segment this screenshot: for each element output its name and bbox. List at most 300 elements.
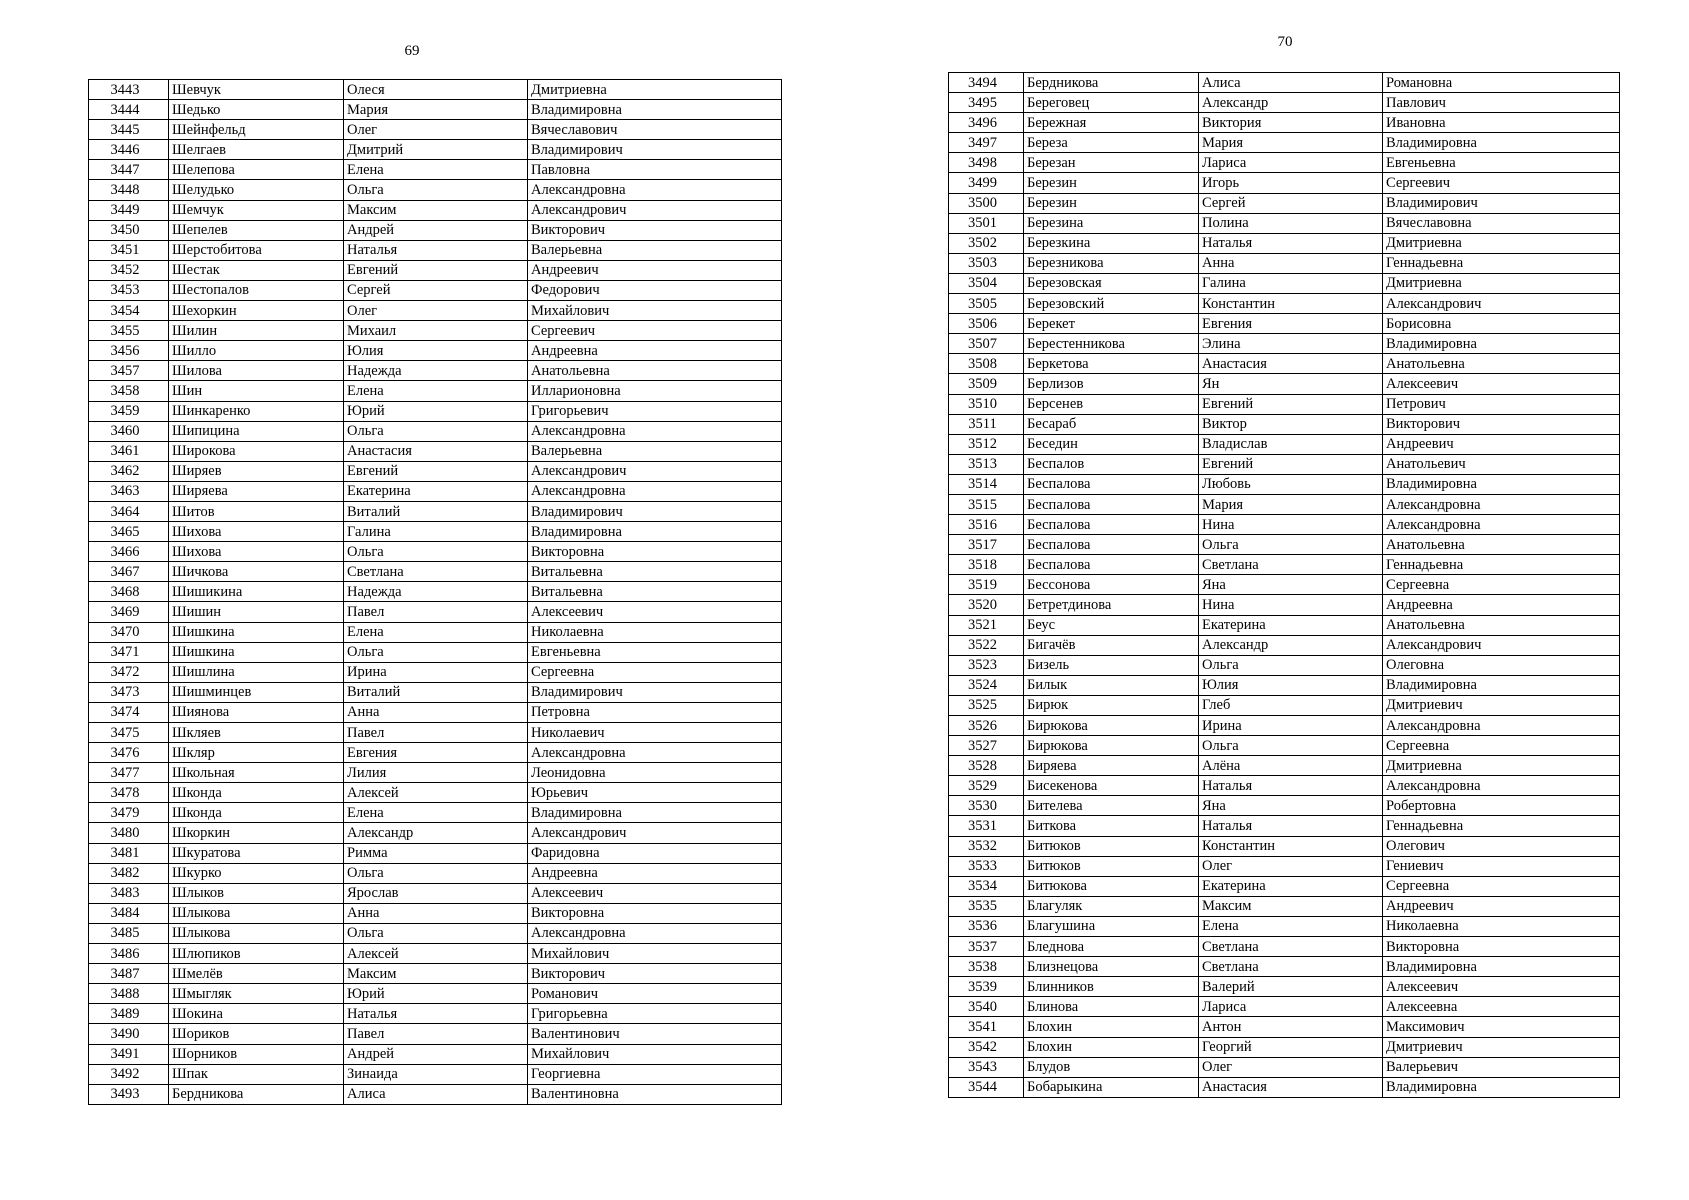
first-name-cell: Нина bbox=[1199, 515, 1383, 535]
patronymic-cell: Викторовна bbox=[528, 542, 782, 562]
table-row bbox=[949, 816, 1620, 836]
first-name-cell: Екатерина bbox=[1199, 876, 1383, 896]
patronymic-cell: Андреевна bbox=[528, 863, 782, 883]
row-number-cell: 3507 bbox=[949, 334, 1024, 354]
row-number-cell: 3541 bbox=[949, 1017, 1024, 1037]
last-name-cell: Шмыгляк bbox=[169, 984, 344, 1004]
last-name-cell: Шедько bbox=[169, 100, 344, 120]
first-name-cell: Евгений bbox=[344, 260, 528, 280]
first-name-cell: Павел bbox=[344, 602, 528, 622]
table-row bbox=[89, 682, 782, 702]
last-name-cell: Бигачёв bbox=[1024, 635, 1199, 655]
table-row bbox=[949, 193, 1620, 213]
first-name-cell: Наталья bbox=[344, 240, 528, 260]
row-number-cell: 3512 bbox=[949, 434, 1024, 454]
table-row bbox=[89, 883, 782, 903]
first-name-cell: Яна bbox=[1199, 796, 1383, 816]
table-row bbox=[949, 314, 1620, 334]
last-name-cell: Беспалова bbox=[1024, 555, 1199, 575]
patronymic-cell: Дмитриевна bbox=[528, 80, 782, 100]
first-name-cell: Виталий bbox=[344, 501, 528, 521]
last-name-cell: Шилло bbox=[169, 341, 344, 361]
last-name-cell: Бисекенова bbox=[1024, 776, 1199, 796]
table-row bbox=[89, 1044, 782, 1064]
table-row bbox=[949, 354, 1620, 374]
first-name-cell: Игорь bbox=[1199, 173, 1383, 193]
table-row bbox=[949, 93, 1620, 113]
patronymic-cell: Дмитриевна bbox=[1383, 756, 1620, 776]
last-name-cell: Берсенев bbox=[1024, 394, 1199, 414]
last-name-cell: Шин bbox=[169, 381, 344, 401]
row-number-cell: 3449 bbox=[89, 200, 169, 220]
row-number-cell: 3493 bbox=[89, 1084, 169, 1104]
patronymic-cell: Геннадьевна bbox=[1383, 555, 1620, 575]
first-name-cell: Елена bbox=[1199, 916, 1383, 936]
patronymic-cell: Робертовна bbox=[1383, 796, 1620, 816]
row-number-cell: 3453 bbox=[89, 280, 169, 300]
last-name-cell: Битюков bbox=[1024, 856, 1199, 876]
patronymic-cell: Александровна bbox=[528, 421, 782, 441]
patronymic-cell: Романович bbox=[528, 984, 782, 1004]
patronymic-cell: Викторовна bbox=[528, 903, 782, 923]
table-row bbox=[89, 903, 782, 923]
row-number-cell: 3542 bbox=[949, 1037, 1024, 1057]
last-name-cell: Шерстобитова bbox=[169, 240, 344, 260]
table-row bbox=[89, 381, 782, 401]
last-name-cell: Берестенникова bbox=[1024, 334, 1199, 354]
table-row bbox=[949, 113, 1620, 133]
patronymic-cell: Павловна bbox=[528, 160, 782, 180]
patronymic-cell: Сергеевна bbox=[1383, 736, 1620, 756]
table-row bbox=[949, 635, 1620, 655]
first-name-cell: Анастасия bbox=[1199, 354, 1383, 374]
last-name-cell: Бобарыкина bbox=[1024, 1077, 1199, 1097]
last-name-cell: Шейнфельд bbox=[169, 120, 344, 140]
table-row bbox=[89, 80, 782, 100]
table-row bbox=[89, 863, 782, 883]
first-name-cell: Олег bbox=[344, 120, 528, 140]
last-name-cell: Шипицина bbox=[169, 421, 344, 441]
table-row bbox=[949, 575, 1620, 595]
row-number-cell: 3478 bbox=[89, 783, 169, 803]
last-name-cell: Берекет bbox=[1024, 314, 1199, 334]
patronymic-cell: Георгиевна bbox=[528, 1064, 782, 1084]
table-row bbox=[949, 896, 1620, 916]
table-row bbox=[89, 301, 782, 321]
table-row bbox=[89, 803, 782, 823]
patronymic-cell: Анатольевна bbox=[528, 361, 782, 381]
patronymic-cell: Александровна bbox=[528, 923, 782, 943]
table-row bbox=[89, 984, 782, 1004]
table-row bbox=[949, 957, 1620, 977]
row-number-cell: 3531 bbox=[949, 816, 1024, 836]
first-name-cell: Наталья bbox=[1199, 816, 1383, 836]
patronymic-cell: Александрович bbox=[528, 823, 782, 843]
patronymic-cell: Алексеевич bbox=[528, 602, 782, 622]
first-name-cell: Елена bbox=[344, 803, 528, 823]
first-name-cell: Константин bbox=[1199, 294, 1383, 314]
patronymic-cell: Дмитриевич bbox=[1383, 695, 1620, 715]
row-number-cell: 3537 bbox=[949, 937, 1024, 957]
last-name-cell: Шемчук bbox=[169, 200, 344, 220]
row-number-cell: 3528 bbox=[949, 756, 1024, 776]
patronymic-cell: Александрович bbox=[1383, 294, 1620, 314]
first-name-cell: Любовь bbox=[1199, 474, 1383, 494]
first-name-cell: Ян bbox=[1199, 374, 1383, 394]
last-name-cell: Шишикина bbox=[169, 582, 344, 602]
first-name-cell: Ольга bbox=[344, 421, 528, 441]
first-name-cell: Алиса bbox=[344, 1084, 528, 1104]
first-name-cell: Анна bbox=[1199, 253, 1383, 273]
last-name-cell: Битюкова bbox=[1024, 876, 1199, 896]
first-name-cell: Ольга bbox=[344, 180, 528, 200]
patronymic-cell: Викторович bbox=[1383, 414, 1620, 434]
row-number-cell: 3518 bbox=[949, 555, 1024, 575]
first-name-cell: Юрий bbox=[344, 984, 528, 1004]
patronymic-cell: Владимирович bbox=[528, 140, 782, 160]
row-number-cell: 3448 bbox=[89, 180, 169, 200]
patronymic-cell: Владимировна bbox=[528, 522, 782, 542]
row-number-cell: 3520 bbox=[949, 595, 1024, 615]
row-number-cell: 3457 bbox=[89, 361, 169, 381]
patronymic-cell: Владимировна bbox=[1383, 334, 1620, 354]
first-name-cell: Мария bbox=[1199, 133, 1383, 153]
last-name-cell: Березин bbox=[1024, 173, 1199, 193]
patronymic-cell: Валерьевна bbox=[528, 240, 782, 260]
first-name-cell: Михаил bbox=[344, 321, 528, 341]
row-number-cell: 3492 bbox=[89, 1064, 169, 1084]
table-row bbox=[949, 173, 1620, 193]
table-row bbox=[89, 522, 782, 542]
last-name-cell: Шичкова bbox=[169, 562, 344, 582]
patronymic-cell: Илларионовна bbox=[528, 381, 782, 401]
row-number-cell: 3484 bbox=[89, 903, 169, 923]
patronymic-cell: Александровна bbox=[1383, 494, 1620, 514]
row-number-cell: 3544 bbox=[949, 1077, 1024, 1097]
table-row bbox=[949, 133, 1620, 153]
row-number-cell: 3533 bbox=[949, 856, 1024, 876]
row-number-cell: 3474 bbox=[89, 702, 169, 722]
row-number-cell: 3455 bbox=[89, 321, 169, 341]
row-number-cell: 3529 bbox=[949, 776, 1024, 796]
first-name-cell: Виталий bbox=[344, 682, 528, 702]
row-number-cell: 3511 bbox=[949, 414, 1024, 434]
row-number-cell: 3489 bbox=[89, 1004, 169, 1024]
patronymic-cell: Викторовна bbox=[1383, 937, 1620, 957]
last-name-cell: Бесараб bbox=[1024, 414, 1199, 434]
table-row bbox=[89, 160, 782, 180]
table-row bbox=[949, 736, 1620, 756]
last-name-cell: Шкляев bbox=[169, 723, 344, 743]
row-number-cell: 3481 bbox=[89, 843, 169, 863]
patronymic-cell: Александровна bbox=[1383, 515, 1620, 535]
patronymic-cell: Юрьевич bbox=[528, 783, 782, 803]
row-number-cell: 3472 bbox=[89, 662, 169, 682]
row-number-cell: 3526 bbox=[949, 716, 1024, 736]
row-number-cell: 3523 bbox=[949, 655, 1024, 675]
first-name-cell: Ольга bbox=[344, 542, 528, 562]
table-row bbox=[89, 321, 782, 341]
last-name-cell: Беркетова bbox=[1024, 354, 1199, 374]
last-name-cell: Беседин bbox=[1024, 434, 1199, 454]
first-name-cell: Элина bbox=[1199, 334, 1383, 354]
table-row bbox=[89, 1024, 782, 1044]
last-name-cell: Шихова bbox=[169, 542, 344, 562]
patronymic-cell: Дмитриевич bbox=[1383, 1037, 1620, 1057]
patronymic-cell: Викторович bbox=[528, 964, 782, 984]
last-name-cell: Березникова bbox=[1024, 253, 1199, 273]
last-name-cell: Шкоркин bbox=[169, 823, 344, 843]
table-row bbox=[949, 555, 1620, 575]
table-row bbox=[89, 1004, 782, 1024]
first-name-cell: Сергей bbox=[344, 280, 528, 300]
table-row bbox=[89, 341, 782, 361]
first-name-cell: Андрей bbox=[344, 1044, 528, 1064]
first-name-cell: Анастасия bbox=[1199, 1077, 1383, 1097]
patronymic-cell: Валерьевич bbox=[1383, 1057, 1620, 1077]
table-row bbox=[89, 200, 782, 220]
last-name-cell: Блинова bbox=[1024, 997, 1199, 1017]
row-number-cell: 3454 bbox=[89, 301, 169, 321]
row-number-cell: 3530 bbox=[949, 796, 1024, 816]
table-row bbox=[949, 213, 1620, 233]
table-row bbox=[949, 515, 1620, 535]
row-number-cell: 3482 bbox=[89, 863, 169, 883]
first-name-cell: Ирина bbox=[344, 662, 528, 682]
table-row bbox=[949, 675, 1620, 695]
table-row bbox=[89, 823, 782, 843]
last-name-cell: Шевчук bbox=[169, 80, 344, 100]
patronymic-cell: Фаридовна bbox=[528, 843, 782, 863]
patronymic-cell: Дмитриевна bbox=[1383, 233, 1620, 253]
roster-table-body bbox=[949, 73, 1620, 1098]
patronymic-cell: Анатольевна bbox=[1383, 535, 1620, 555]
row-number-cell: 3466 bbox=[89, 542, 169, 562]
patronymic-cell: Сергеевна bbox=[528, 662, 782, 682]
patronymic-cell: Владимировна bbox=[528, 803, 782, 823]
patronymic-cell: Михайлович bbox=[528, 1044, 782, 1064]
patronymic-cell: Евгеньевна bbox=[528, 642, 782, 662]
patronymic-cell: Александрович bbox=[528, 461, 782, 481]
patronymic-cell: Александрович bbox=[528, 200, 782, 220]
patronymic-cell: Валентиновна bbox=[528, 1084, 782, 1104]
row-number-cell: 3519 bbox=[949, 575, 1024, 595]
row-number-cell: 3451 bbox=[89, 240, 169, 260]
patronymic-cell: Ивановна bbox=[1383, 113, 1620, 133]
row-number-cell: 3497 bbox=[949, 133, 1024, 153]
table-row bbox=[949, 474, 1620, 494]
table-row bbox=[89, 260, 782, 280]
row-number-cell: 3464 bbox=[89, 501, 169, 521]
first-name-cell: Павел bbox=[344, 723, 528, 743]
table-row bbox=[949, 294, 1620, 314]
patronymic-cell: Александровна bbox=[528, 180, 782, 200]
table-row bbox=[949, 876, 1620, 896]
last-name-cell: Биткова bbox=[1024, 816, 1199, 836]
table-row bbox=[949, 1057, 1620, 1077]
last-name-cell: Шишин bbox=[169, 602, 344, 622]
patronymic-cell: Сергеевич bbox=[528, 321, 782, 341]
first-name-cell: Олеся bbox=[344, 80, 528, 100]
row-number-cell: 3483 bbox=[89, 883, 169, 903]
patronymic-cell: Максимович bbox=[1383, 1017, 1620, 1037]
first-name-cell: Екатерина bbox=[1199, 615, 1383, 635]
row-number-cell: 3469 bbox=[89, 602, 169, 622]
patronymic-cell: Алексеевна bbox=[1383, 997, 1620, 1017]
last-name-cell: Блинников bbox=[1024, 977, 1199, 997]
table-row bbox=[89, 562, 782, 582]
table-row bbox=[949, 1037, 1620, 1057]
last-name-cell: Шелгаев bbox=[169, 140, 344, 160]
table-row bbox=[89, 501, 782, 521]
last-name-cell: Шкляр bbox=[169, 743, 344, 763]
row-number-cell: 3475 bbox=[89, 723, 169, 743]
first-name-cell: Евгения bbox=[1199, 314, 1383, 334]
last-name-cell: Шитов bbox=[169, 501, 344, 521]
table-row bbox=[89, 944, 782, 964]
table-row bbox=[89, 542, 782, 562]
last-name-cell: Шлыков bbox=[169, 883, 344, 903]
last-name-cell: Блохин bbox=[1024, 1037, 1199, 1057]
table-row bbox=[949, 1077, 1620, 1097]
last-name-cell: Беспалова bbox=[1024, 494, 1199, 514]
table-row bbox=[949, 756, 1620, 776]
first-name-cell: Евгений bbox=[1199, 394, 1383, 414]
row-number-cell: 3538 bbox=[949, 957, 1024, 977]
row-number-cell: 3527 bbox=[949, 736, 1024, 756]
row-number-cell: 3498 bbox=[949, 153, 1024, 173]
last-name-cell: Биряева bbox=[1024, 756, 1199, 776]
first-name-cell: Глеб bbox=[1199, 695, 1383, 715]
patronymic-cell: Владимировна bbox=[1383, 474, 1620, 494]
patronymic-cell: Николаевич bbox=[528, 723, 782, 743]
table-row bbox=[949, 153, 1620, 173]
last-name-cell: Битюков bbox=[1024, 836, 1199, 856]
last-name-cell: Шестак bbox=[169, 260, 344, 280]
last-name-cell: Березина bbox=[1024, 213, 1199, 233]
last-name-cell: Шконда bbox=[169, 783, 344, 803]
last-name-cell: Беспалова bbox=[1024, 535, 1199, 555]
first-name-cell: Галина bbox=[344, 522, 528, 542]
patronymic-cell: Алексеевич bbox=[1383, 374, 1620, 394]
patronymic-cell: Михайлович bbox=[528, 301, 782, 321]
table-row bbox=[89, 783, 782, 803]
last-name-cell: Шлыкова bbox=[169, 903, 344, 923]
last-name-cell: Бирюкова bbox=[1024, 716, 1199, 736]
first-name-cell: Алексей bbox=[344, 944, 528, 964]
last-name-cell: Шестопалов bbox=[169, 280, 344, 300]
table-row bbox=[949, 695, 1620, 715]
last-name-cell: Беспалова bbox=[1024, 515, 1199, 535]
table-row bbox=[949, 253, 1620, 273]
table-row bbox=[89, 120, 782, 140]
last-name-cell: Бердникова bbox=[1024, 73, 1199, 93]
row-number-cell: 3477 bbox=[89, 763, 169, 783]
row-number-cell: 3447 bbox=[89, 160, 169, 180]
last-name-cell: Шилова bbox=[169, 361, 344, 381]
last-name-cell: Бирюкова bbox=[1024, 736, 1199, 756]
row-number-cell: 3473 bbox=[89, 682, 169, 702]
table-row bbox=[89, 481, 782, 501]
first-name-cell: Евгения bbox=[344, 743, 528, 763]
patronymic-cell: Федорович bbox=[528, 280, 782, 300]
patronymic-cell: Григорьевич bbox=[528, 401, 782, 421]
last-name-cell: Билык bbox=[1024, 675, 1199, 695]
row-number-cell: 3514 bbox=[949, 474, 1024, 494]
row-number-cell: 3463 bbox=[89, 481, 169, 501]
last-name-cell: Шилин bbox=[169, 321, 344, 341]
last-name-cell: Бессонова bbox=[1024, 575, 1199, 595]
last-name-cell: Береговец bbox=[1024, 93, 1199, 113]
row-number-cell: 3459 bbox=[89, 401, 169, 421]
row-number-cell: 3503 bbox=[949, 253, 1024, 273]
row-number-cell: 3485 bbox=[89, 923, 169, 943]
first-name-cell: Светлана bbox=[1199, 937, 1383, 957]
first-name-cell: Зинаида bbox=[344, 1064, 528, 1084]
first-name-cell: Юрий bbox=[344, 401, 528, 421]
patronymic-cell: Григорьевна bbox=[528, 1004, 782, 1024]
table-row bbox=[949, 334, 1620, 354]
patronymic-cell: Сергеевич bbox=[1383, 173, 1620, 193]
row-number-cell: 3516 bbox=[949, 515, 1024, 535]
first-name-cell: Яна bbox=[1199, 575, 1383, 595]
last-name-cell: Берлизов bbox=[1024, 374, 1199, 394]
row-number-cell: 3468 bbox=[89, 582, 169, 602]
last-name-cell: Березкина bbox=[1024, 233, 1199, 253]
last-name-cell: Березан bbox=[1024, 153, 1199, 173]
patronymic-cell: Владимирович bbox=[528, 682, 782, 702]
first-name-cell: Ольга bbox=[344, 863, 528, 883]
last-name-cell: Шелепова bbox=[169, 160, 344, 180]
first-name-cell: Алексей bbox=[344, 783, 528, 803]
table-row bbox=[89, 100, 782, 120]
table-row bbox=[89, 702, 782, 722]
patronymic-cell: Гениевич bbox=[1383, 856, 1620, 876]
row-number-cell: 3480 bbox=[89, 823, 169, 843]
table-row bbox=[949, 454, 1620, 474]
row-number-cell: 3456 bbox=[89, 341, 169, 361]
first-name-cell: Алиса bbox=[1199, 73, 1383, 93]
patronymic-cell: Валентинович bbox=[528, 1024, 782, 1044]
patronymic-cell: Александровна bbox=[528, 481, 782, 501]
table-row bbox=[89, 763, 782, 783]
row-number-cell: 3500 bbox=[949, 193, 1024, 213]
patronymic-cell: Борисовна bbox=[1383, 314, 1620, 334]
row-number-cell: 3535 bbox=[949, 896, 1024, 916]
last-name-cell: Шишкина bbox=[169, 622, 344, 642]
last-name-cell: Беспалов bbox=[1024, 454, 1199, 474]
table-row bbox=[89, 1084, 782, 1104]
first-name-cell: Виктория bbox=[1199, 113, 1383, 133]
first-name-cell: Евгений bbox=[1199, 454, 1383, 474]
table-row bbox=[89, 602, 782, 622]
last-name-cell: Шишлина bbox=[169, 662, 344, 682]
first-name-cell: Надежда bbox=[344, 361, 528, 381]
table-row bbox=[949, 434, 1620, 454]
first-name-cell: Ирина bbox=[1199, 716, 1383, 736]
row-number-cell: 3487 bbox=[89, 964, 169, 984]
page-number: 69 bbox=[404, 43, 420, 59]
patronymic-cell: Андреевич bbox=[1383, 434, 1620, 454]
last-name-cell: Шпак bbox=[169, 1064, 344, 1084]
table-row bbox=[949, 836, 1620, 856]
roster-table bbox=[948, 72, 1620, 1098]
patronymic-cell: Андреевич bbox=[528, 260, 782, 280]
last-name-cell: Березовский bbox=[1024, 294, 1199, 314]
row-number-cell: 3517 bbox=[949, 535, 1024, 555]
patronymic-cell: Владимировна bbox=[1383, 675, 1620, 695]
row-number-cell: 3501 bbox=[949, 213, 1024, 233]
